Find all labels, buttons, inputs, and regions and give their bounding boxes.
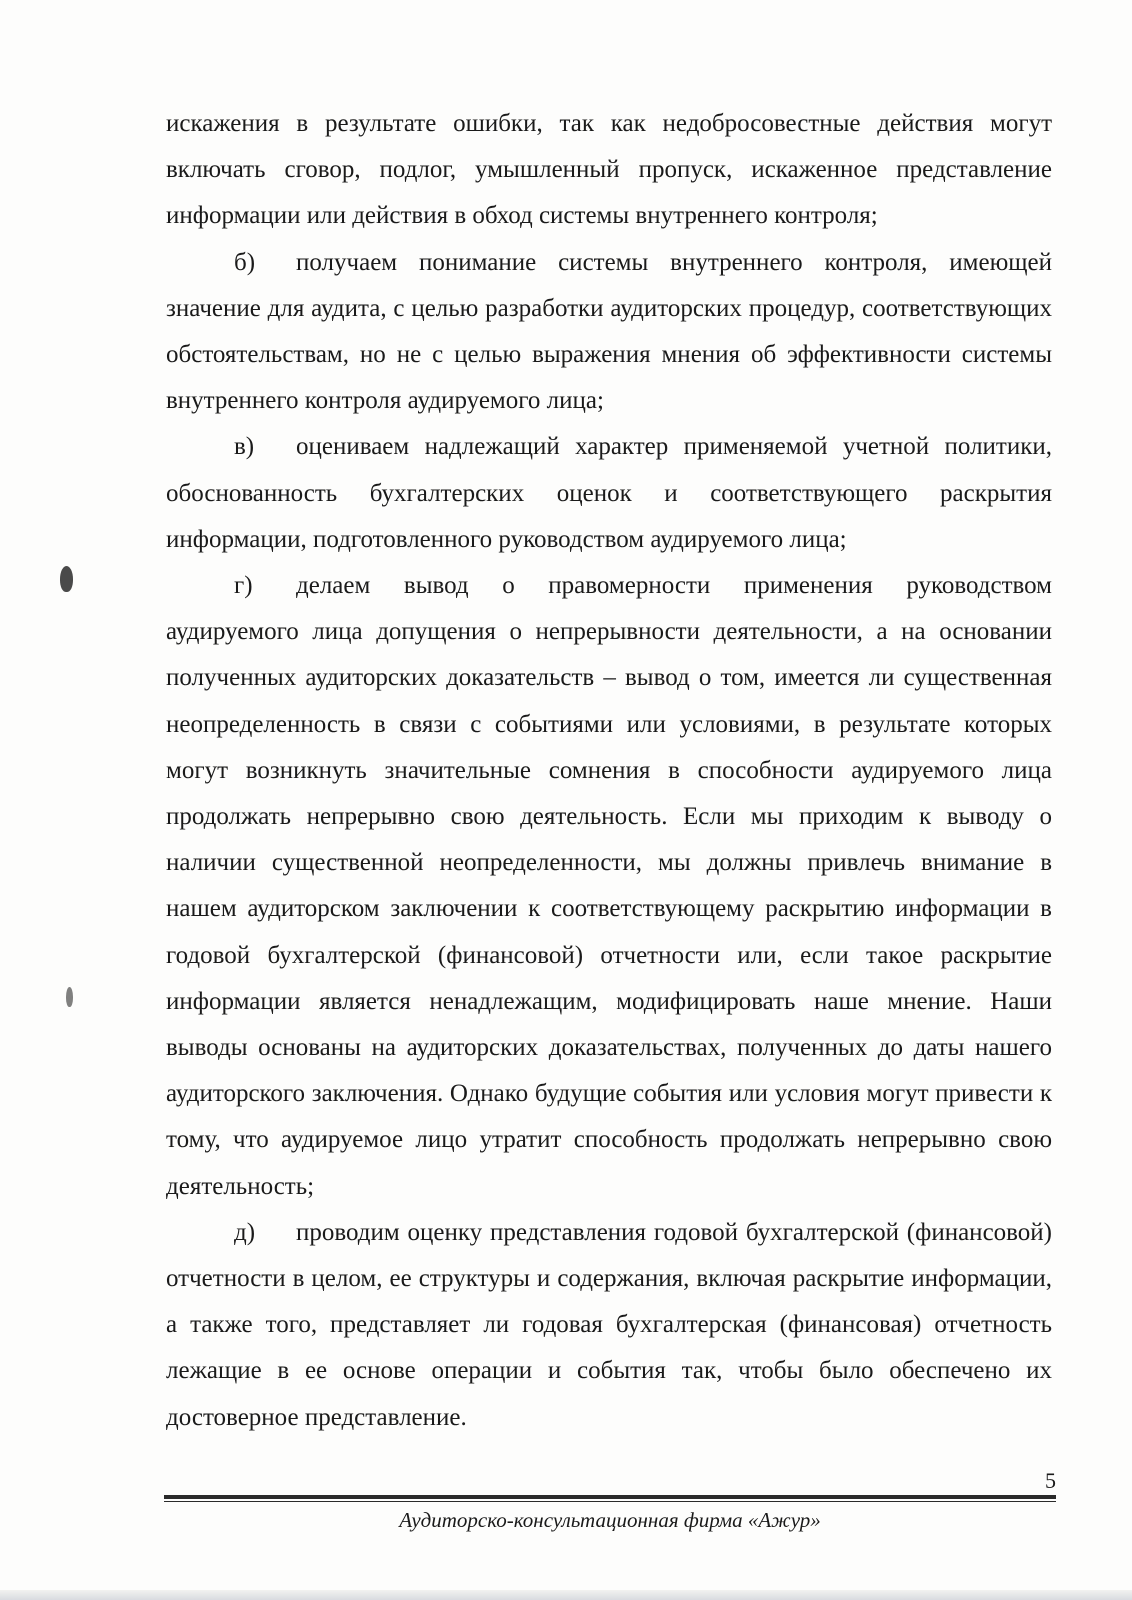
document-body [166, 101, 1052, 1441]
list-marker: б) [234, 248, 256, 276]
paragraph-continuation: искажения в результате ошибки, так как недобросовестные действия могут включать сговор, подлог, умышленный пропуск, искаженное представление информации или действия в обход системы внутреннего контроля; [166, 110, 1052, 230]
list-item-text: делаем вывод о правомерности применения руководством аудируемого лица допущения о непрерывности деятельности, а на основании полученных аудиторских доказательств – вывод о том, имеется ли существенная неопределенность в связи с событиями или условиями, в результате которых могут возникнуть значительные сомнения в способности аудируемого лица продолжать непрерывно свою деятельность. Если мы приходим к выводу о наличии существенной неопределенности, мы должны привлечь внимание в нашем аудиторском заключении к соответствующему раскрытию информации в годовой бухгалтерской (финансовой) отчетности или, если такое раскрытие информации является ненадлежащим, модифицировать наше мнение. Наши выводы основаны на аудиторских доказательствах, полученных до даты нашего аудиторского заключения. Однако будущие события или условия могут привести к тому, что аудируемое лицо утратит способность продолжать непрерывно свою деятельность; [166, 572, 1052, 1200]
list-item-text: получаем понимание системы внутреннего контроля, имеющей значение для аудита, с целью разработки аудиторских процедур, соответствующих обстоятельствам, но не с целью выражения мнения об эффективности системы внутреннего контроля аудируемого лица; [166, 248, 1052, 415]
list-marker: г) [234, 572, 253, 600]
page-number: 5 [1045, 1468, 1056, 1493]
list-item-text: оцениваем надлежащий характер применяемой учетной политики, обоснованность бухгалтерских оценок и соответствующего раскрытия информации, подготовленного руководством аудируемого лица; [166, 433, 1052, 553]
list-item-text: проводим оценку представления годовой бухгалтерской (финансовой) отчетности в целом, ее структуры и содержания, включая раскрытие информации, а также того, представляет ли годовая бухгалтерская (финансовая) отчетность лежащие в ее основе операции и события так, чтобы было обеспечено их достоверное представление. [166, 1218, 1052, 1431]
list-item-b [166, 240, 1052, 425]
footer-firm-name: Аудиторско-консультационная фирма «Ажур» [399, 1508, 821, 1532]
list-item-v [166, 424, 1052, 563]
list-marker: в) [234, 433, 255, 461]
footer-divider [164, 1495, 1056, 1502]
list-item-d [166, 1210, 1052, 1441]
list-marker: д) [234, 1218, 256, 1246]
scan-edge [0, 1590, 1132, 1600]
punch-hole-mark [66, 987, 73, 1007]
list-item-g [166, 563, 1052, 1210]
punch-hole-mark [60, 566, 73, 592]
